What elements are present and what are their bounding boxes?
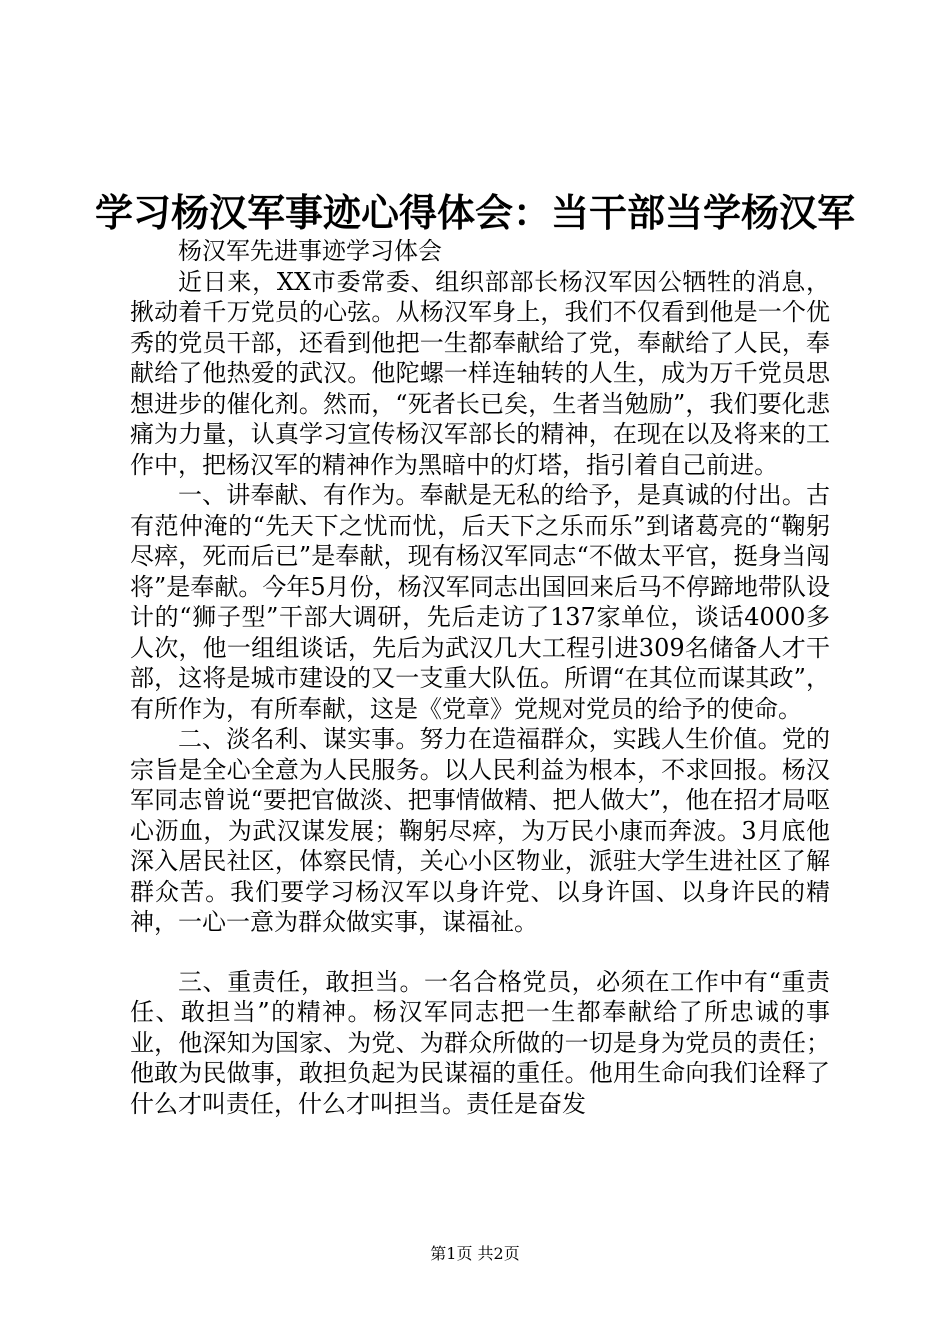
document-title: 学习杨汉军事迹心得体会：当干部当学杨汉军 xyxy=(94,190,855,235)
subtitle-paragraph: 杨汉军先进事迹学习体会 xyxy=(178,237,442,265)
paragraph-gap xyxy=(130,938,830,967)
section-two-paragraph: 二、淡名利、谋实事。努力在造福群众，实践人生价值。党的宗旨是全心全意为人民服务。以人民利益为根本，不求回报。杨汉军同志曾说“要把官做淡、把事情做精、把人做大”，他在招才局呕心沥血，为武汉谋发展；鞠躬尽瘁，为万民小康而奔波。3月底他深入居民社区，体察民情，关心小区物业，派驻大学生进社区了解群众苦。我们要学习杨汉军以身许党、以身许国、以身许民的精神，一心一意为群众做实事，谋福祉。 xyxy=(130,725,830,936)
section-three-paragraph: 三、重责任，敢担当。一名合格党员，必须在工作中有“重责任、敢担当”的精神。杨汉军同志把一生都奉献给了所忠诚的事业，他深知为国家、为党、为群众所做的一切是身为党员的责任；他敢为民做事，敢担负起为民谋福的重任。他用生命向我们诠释了什么才叫责任，什么才叫担当。责任是奋发 xyxy=(130,967,830,1118)
document-body xyxy=(130,236,830,1119)
intro-paragraph: 近日来，XX市委常委、组织部部长杨汉军因公牺牲的消息，揪动着千万党员的心弦。从杨汉军身上，我们不仅看到他是一个优秀的党员干部，还看到他把一生都奉献给了党，奉献给了人民，奉献给了他热爱的武汉。他陀螺一样连轴转的人生，成为万千党员思想进步的催化剂。然而，“死者长已矣，生者当勉励”，我们要化悲痛为力量，认真学习宣传杨汉军部长的精神，在现在以及将来的工作中，把杨汉军的精神作为黑暗中的灯塔，指引着自己前进。 xyxy=(130,267,830,479)
section-one-paragraph: 一、讲奉献、有作为。奉献是无私的给予，是真诚的付出。古有范仲淹的“先天下之忧而忧，后天下之乐而乐”到诸葛亮的“鞠躬尽瘁，死而后已”是奉献，现有杨汉军同志“不做太平官，挺身当闯将”是奉献。今年5月份，杨汉军同志出国回来后马不停蹄地带队设计的“狮子型”干部大调研，先后走访了137家单位，谈话4000多人次，他一组组谈话，先后为武汉几大工程引进309名储备人才干部，这将是城市建设的又一支重大队伍。所谓“在其位而谋其政”，有所作为，有所奉献，这是《党章》党规对党员的给予的使命。 xyxy=(130,481,830,723)
page-footer: 第1页 共2页 xyxy=(430,1244,520,1263)
